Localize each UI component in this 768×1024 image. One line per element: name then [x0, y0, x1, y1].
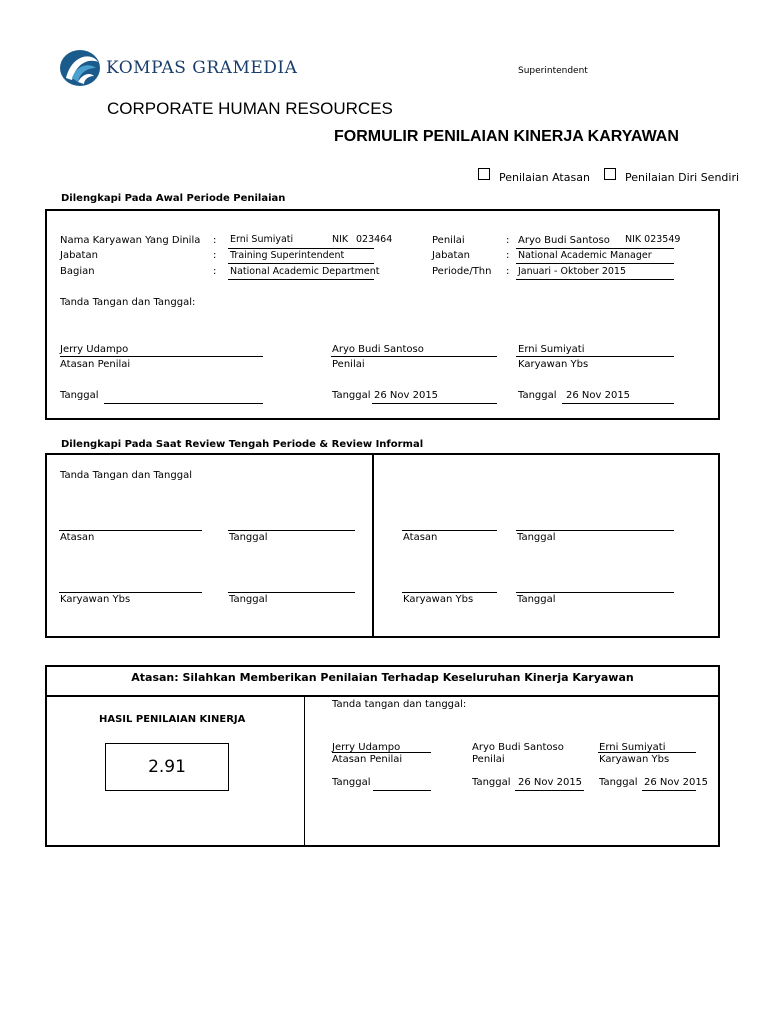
tanggal-label: Tanggal — [332, 390, 371, 401]
label-jabatan: Jabatan — [60, 250, 98, 261]
signer-name-karyawan: Erni Sumiyati — [518, 344, 585, 355]
date-karyawan: 26 Nov 2015 — [644, 777, 709, 788]
date-line — [642, 790, 696, 791]
date-line — [562, 403, 674, 404]
colon: : — [506, 266, 510, 277]
underline — [228, 279, 374, 280]
date-line — [228, 592, 355, 593]
tanggal-label: Tanggal — [472, 777, 511, 788]
signature-line — [59, 530, 202, 531]
date-line — [373, 790, 431, 791]
signer-role-penilai: Penilai — [332, 359, 365, 370]
signer-role-atasan-penilai: Atasan Penilai — [60, 359, 131, 370]
corporate-title: CORPORATE HUMAN RESOURCES — [107, 99, 393, 118]
underline — [228, 248, 374, 249]
hasil-penilaian-label: HASIL PENILAIAN KINERJA — [99, 714, 246, 725]
date-line — [104, 403, 263, 404]
nik-value: 023464 — [356, 234, 393, 245]
date-line — [515, 790, 584, 791]
date-line — [516, 592, 674, 593]
score-value: 2.91 — [148, 757, 186, 777]
jabatan-penilai-value: National Academic Manager — [518, 250, 652, 261]
date-line — [228, 530, 355, 531]
checkbox-label-diri: Penilaian Diri Sendiri — [625, 171, 740, 184]
signature-line — [516, 356, 674, 357]
colon: : — [506, 250, 510, 261]
signature-line — [402, 592, 497, 593]
penilai-nik: NIK 023549 — [625, 234, 681, 245]
section2-heading: Dilengkapi Pada Saat Review Tengah Periode & Review Informal — [61, 439, 424, 450]
karyawan-label: Karyawan Ybs — [403, 594, 474, 605]
section1-heading: Dilengkapi Pada Awal Periode Penilaian — [61, 193, 286, 204]
tanggal-label: Tanggal — [60, 390, 99, 401]
colon: : — [506, 235, 510, 246]
tanggal-label: Tanggal — [518, 390, 557, 401]
underline — [516, 248, 674, 249]
section3-header-divider — [45, 695, 720, 697]
section3-heading: Atasan: Silahkan Memberikan Penilaian Terhadap Keseluruhan Kinerja Karyawan — [131, 671, 634, 684]
signature-line — [402, 530, 497, 531]
signer-name-atasan-penilai: Jerry Udampo — [332, 742, 401, 753]
label-bagian: Bagian — [60, 266, 95, 277]
underline — [516, 263, 674, 264]
signer-role-penilai: Penilai — [472, 754, 505, 765]
nama-value: Erni Sumiyati — [230, 234, 294, 245]
signer-name-atasan-penilai: Jerry Udampo — [60, 344, 129, 355]
atasan-label: Atasan — [403, 532, 438, 543]
karyawan-label: Karyawan Ybs — [60, 594, 131, 605]
section2-divider — [372, 453, 374, 638]
date-karyawan: 26 Nov 2015 — [566, 390, 631, 401]
signature-line — [60, 356, 263, 357]
tanggal-label: Tanggal — [517, 532, 556, 543]
checkbox-penilaian-diri[interactable] — [604, 168, 616, 180]
label-jabatan-penilai: Jabatan — [432, 250, 470, 261]
signature-line — [598, 752, 696, 753]
signature-date-label: Tanda Tangan dan Tanggal: — [60, 297, 196, 308]
brand-name: KOMPAS GRAMEDIA — [106, 58, 298, 78]
signer-role-karyawan: Karyawan Ybs — [518, 359, 589, 370]
form-title: FORMULIR PENILAIAN KINERJA KARYAWAN — [334, 128, 679, 145]
bagian-value: National Academic Department — [230, 266, 380, 277]
nik-label: NIK — [332, 234, 349, 245]
tanggal-label: Tanggal — [517, 594, 556, 605]
date-penilai: 26 Nov 2015 — [518, 777, 583, 788]
checkbox-label-atasan: Penilaian Atasan — [499, 171, 590, 184]
penilai-value: Aryo Budi Santoso — [518, 235, 610, 246]
underline — [516, 279, 674, 280]
section3-signature-label: Tanda tangan dan tanggal: — [332, 699, 467, 710]
tanggal-label: Tanggal — [332, 777, 371, 788]
signature-line — [332, 752, 431, 753]
signature-line — [331, 356, 497, 357]
section2-signature-label: Tanda Tangan dan Tanggal — [60, 470, 192, 481]
label-nama-karyawan: Nama Karyawan Yang Dinila — [60, 235, 201, 246]
label-periode: Periode/Thn — [432, 266, 492, 277]
date-line — [372, 403, 497, 404]
underline — [228, 263, 374, 264]
periode-value: Januari - Oktober 2015 — [518, 266, 626, 277]
top-job-title: Superintendent — [518, 66, 588, 76]
signature-line — [59, 592, 202, 593]
colon: : — [213, 250, 217, 261]
colon: : — [213, 235, 217, 246]
label-penilai: Penilai — [432, 235, 465, 246]
signer-name-karyawan: Erni Sumiyati — [599, 742, 666, 753]
date-penilai: 26 Nov 2015 — [374, 390, 439, 401]
section3-column-divider — [304, 696, 305, 846]
signer-name-penilai: Aryo Budi Santoso — [472, 742, 564, 753]
tanggal-label: Tanggal — [229, 532, 268, 543]
tanggal-label: Tanggal — [229, 594, 268, 605]
company-logo — [58, 48, 102, 92]
checkbox-penilaian-atasan[interactable] — [478, 168, 490, 180]
date-line — [516, 530, 674, 531]
signer-role-atasan-penilai: Atasan Penilai — [332, 754, 403, 765]
signer-name-penilai: Aryo Budi Santoso — [332, 344, 424, 355]
signer-role-karyawan: Karyawan Ybs — [599, 754, 670, 765]
kompas-gramedia-logo-icon — [58, 48, 102, 88]
tanggal-label: Tanggal — [599, 777, 638, 788]
jabatan-value: Training Superintendent — [230, 250, 345, 261]
colon: : — [213, 266, 217, 277]
atasan-label: Atasan — [60, 532, 95, 543]
